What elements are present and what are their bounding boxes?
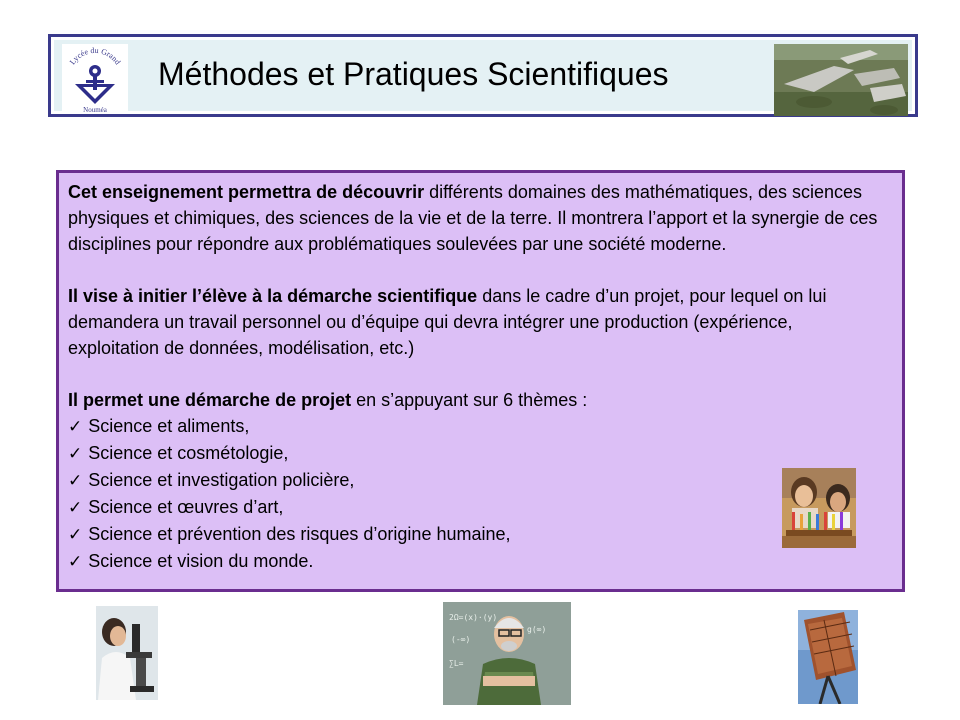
theme-list	[68, 413, 888, 575]
check-mark-icon: ✓	[68, 417, 83, 436]
school-logo	[62, 44, 128, 114]
svg-text:2Ω=(x)·(y): 2Ω=(x)·(y)	[449, 613, 498, 622]
theme-label: Science et œuvres d’art,	[88, 497, 284, 517]
list-item	[68, 413, 888, 440]
list-item	[68, 467, 888, 494]
check-mark-icon: ✓	[68, 444, 83, 463]
logo-arc-text: Lycée du Grand	[67, 45, 123, 67]
list-item	[68, 440, 888, 467]
radio-telescope-photo	[798, 610, 858, 704]
theme-label: Science et prévention des risques d’origine humaine,	[88, 524, 511, 544]
list-item	[68, 548, 888, 575]
project-paragraph	[68, 387, 888, 413]
svg-text:(-∞): (-∞)	[451, 635, 471, 644]
aim-bold: Il vise à initier l’élève à la démarche scientifique	[68, 286, 478, 306]
content-box	[56, 170, 905, 592]
svg-text:g(∞): g(∞)	[527, 625, 547, 634]
theme-label: Science et cosmétologie,	[88, 443, 289, 463]
intro-text: différents domaines des mathématiques, des sciences physiques et chimiques, des sciences de la vie et de la terre. Il montrera l’apport et la synergie de ces disciplines pour répondre aux problématiques soulevées par une société moderne.	[68, 182, 878, 254]
theme-label: Science et investigation policière,	[88, 470, 355, 490]
professor-blackboard-photo	[443, 602, 571, 705]
check-mark-icon: ✓	[68, 525, 83, 544]
header-background	[54, 40, 912, 114]
campus-aerial-photo	[774, 44, 908, 116]
theme-label: Science et vision du monde.	[88, 551, 314, 571]
aim-text: dans le cadre d’un projet, pour lequel on lui demandera un travail personnel ou d’équipe qui devra intégrer une production (expérience, exploitation de données, modélisation, etc.)	[68, 286, 827, 358]
children-test-tubes-photo	[782, 468, 856, 548]
intro-bold: Cet enseignement permettra de découvrir	[68, 182, 425, 202]
list-item	[68, 521, 888, 548]
check-mark-icon: ✓	[68, 471, 83, 490]
project-text: en s’appuyant sur 6 thèmes :	[351, 390, 588, 410]
theme-label: Science et aliments,	[88, 416, 250, 436]
logo-bottom-text: Nouméa	[83, 106, 107, 114]
check-mark-icon: ✓	[68, 498, 83, 517]
check-mark-icon: ✓	[68, 552, 83, 571]
list-item	[68, 494, 888, 521]
aim-paragraph	[68, 283, 888, 361]
page-title: Méthodes et Pratiques Scientifiques	[158, 56, 669, 92]
content-text	[68, 179, 888, 575]
microscope-scientist-photo	[96, 606, 158, 700]
intro-paragraph	[68, 179, 888, 257]
svg-text:∑L=: ∑L=	[449, 659, 464, 668]
project-bold: Il permet une démarche de projet	[68, 390, 352, 410]
header-banner	[48, 34, 918, 117]
